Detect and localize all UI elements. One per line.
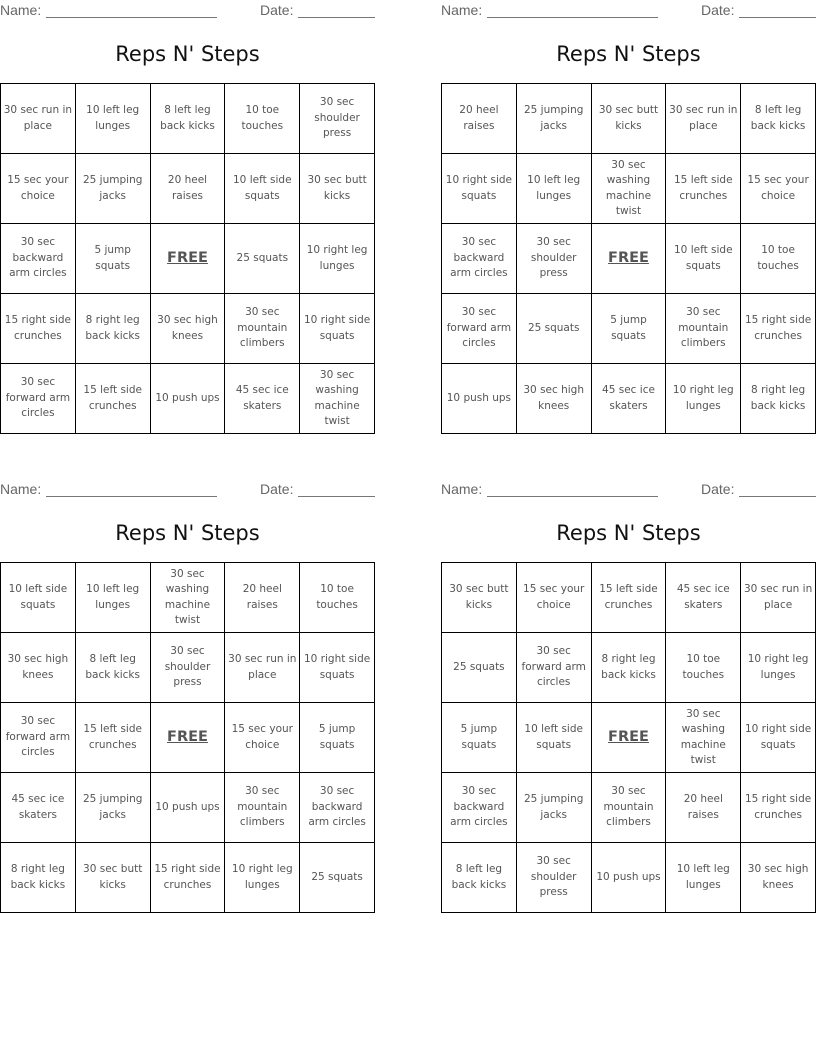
bingo-cell[interactable]: 8 left leg back kicks [76, 633, 151, 703]
bingo-cell[interactable]: 30 sec high knees [151, 294, 226, 364]
bingo-cell[interactable]: 10 left side squats [1, 563, 76, 633]
bingo-cell[interactable]: 20 heel raises [442, 84, 517, 154]
bingo-cell[interactable]: 15 right side crunches [1, 294, 76, 364]
date-label: Date: [260, 2, 294, 18]
bingo-cell[interactable]: 10 push ups [442, 364, 517, 434]
bingo-cell[interactable]: 30 sec washing machine twist [666, 703, 741, 773]
bingo-cell[interactable]: 25 jumping jacks [517, 773, 592, 843]
bingo-cell[interactable]: 10 right leg lunges [741, 633, 816, 703]
bingo-cell[interactable]: 10 left side squats [517, 703, 592, 773]
name-date-row [441, 0, 816, 22]
bingo-cell[interactable]: 25 jumping jacks [76, 154, 151, 224]
bingo-cell[interactable]: 15 right side crunches [151, 843, 226, 913]
bingo-grid [0, 83, 375, 434]
bingo-cell[interactable]: 25 squats [225, 224, 300, 294]
name-date-row [441, 479, 816, 501]
bingo-cell[interactable]: 15 left side crunches [592, 563, 667, 633]
bingo-cell[interactable]: 10 left leg lunges [76, 563, 151, 633]
name-blank-line[interactable] [46, 17, 217, 18]
bingo-cell[interactable]: 10 push ups [592, 843, 667, 913]
bingo-cell[interactable]: 30 sec shoulder press [517, 843, 592, 913]
bingo-cell[interactable]: 10 left leg lunges [666, 843, 741, 913]
bingo-cell[interactable]: 25 jumping jacks [76, 773, 151, 843]
bingo-cell[interactable]: 20 heel raises [151, 154, 226, 224]
bingo-cell[interactable]: 10 right side squats [300, 633, 375, 703]
date-blank-line[interactable] [739, 17, 816, 18]
bingo-cell[interactable]: 8 left leg back kicks [442, 843, 517, 913]
bingo-card [441, 479, 816, 899]
bingo-cell[interactable]: 30 sec run in place [225, 633, 300, 703]
bingo-cell[interactable]: 10 left side squats [225, 154, 300, 224]
bingo-cell[interactable]: 10 push ups [151, 773, 226, 843]
bingo-grid [441, 562, 816, 913]
bingo-cell[interactable]: 25 squats [517, 294, 592, 364]
bingo-cell[interactable]: 5 jump squats [76, 224, 151, 294]
bingo-cell[interactable]: 30 sec run in place [666, 84, 741, 154]
bingo-cell[interactable]: 30 sec mountain climbers [592, 773, 667, 843]
bingo-cell[interactable]: 8 right leg back kicks [592, 633, 667, 703]
bingo-cell[interactable]: 45 sec ice skaters [225, 364, 300, 434]
bingo-cell[interactable]: 10 right side squats [300, 294, 375, 364]
bingo-cell[interactable]: 30 sec shoulder press [300, 84, 375, 154]
bingo-cell[interactable]: 10 right leg lunges [225, 843, 300, 913]
bingo-cell[interactable]: 30 sec shoulder press [517, 224, 592, 294]
bingo-cell[interactable]: 45 sec ice skaters [666, 563, 741, 633]
bingo-cell[interactable]: 30 sec forward arm circles [1, 703, 76, 773]
name-label: Name: [0, 2, 42, 18]
bingo-cell[interactable]: 15 sec your choice [741, 154, 816, 224]
bingo-cell[interactable]: 30 sec mountain climbers [225, 294, 300, 364]
bingo-card [441, 0, 816, 412]
bingo-cell[interactable]: 20 heel raises [225, 563, 300, 633]
bingo-cell[interactable]: 25 squats [300, 843, 375, 913]
bingo-cell[interactable]: 15 sec your choice [225, 703, 300, 773]
bingo-cell[interactable]: 8 right leg back kicks [76, 294, 151, 364]
name-label: Name: [0, 481, 42, 497]
bingo-cell[interactable]: 30 sec washing machine twist [300, 364, 375, 434]
bingo-cell[interactable]: 45 sec ice skaters [592, 364, 667, 434]
bingo-cell[interactable]: 30 sec washing machine twist [592, 154, 667, 224]
bingo-cell[interactable]: 30 sec shoulder press [151, 633, 226, 703]
bingo-cell[interactable]: 20 heel raises [666, 773, 741, 843]
card-title: Reps N' Steps [115, 521, 260, 545]
bingo-cell[interactable]: 15 sec your choice [517, 563, 592, 633]
bingo-cell[interactable]: 30 sec butt kicks [300, 154, 375, 224]
name-date-row [0, 0, 375, 22]
card-title: Reps N' Steps [556, 42, 701, 66]
bingo-cell[interactable]: 10 right leg lunges [300, 224, 375, 294]
bingo-cell[interactable]: 10 toe touches [741, 224, 816, 294]
free-space-cell[interactable]: FREE [151, 224, 226, 294]
bingo-cell[interactable]: 25 jumping jacks [517, 84, 592, 154]
bingo-card [0, 479, 375, 891]
name-label: Name: [441, 2, 483, 18]
date-label: Date: [701, 2, 735, 18]
name-blank-line[interactable] [487, 17, 658, 18]
bingo-cell[interactable]: 30 sec high knees [741, 843, 816, 913]
bingo-cell[interactable]: 10 push ups [151, 364, 226, 434]
bingo-cell[interactable]: 30 sec butt kicks [442, 563, 517, 633]
bingo-cell[interactable]: 30 sec butt kicks [76, 843, 151, 913]
bingo-cell[interactable]: 10 left leg lunges [76, 84, 151, 154]
bingo-cell[interactable]: 30 sec forward arm circles [1, 364, 76, 434]
bingo-cell[interactable]: 5 jump squats [300, 703, 375, 773]
bingo-card [0, 0, 375, 427]
name-date-row [0, 479, 375, 501]
bingo-cell[interactable]: 30 sec high knees [517, 364, 592, 434]
bingo-cell[interactable]: 15 left side crunches [76, 703, 151, 773]
date-label: Date: [701, 481, 735, 497]
bingo-cell[interactable]: 25 squats [442, 633, 517, 703]
bingo-cell[interactable]: 45 sec ice skaters [1, 773, 76, 843]
bingo-cell[interactable]: 8 left leg back kicks [741, 84, 816, 154]
name-label: Name: [441, 481, 483, 497]
bingo-cell[interactable]: 15 sec your choice [1, 154, 76, 224]
bingo-cell[interactable]: 8 left leg back kicks [151, 84, 226, 154]
bingo-cell[interactable]: 15 right side crunches [741, 294, 816, 364]
bingo-cell[interactable]: 5 jump squats [442, 703, 517, 773]
bingo-cell[interactable]: 30 sec high knees [1, 633, 76, 703]
bingo-cell[interactable]: 10 toe touches [225, 84, 300, 154]
name-blank-line[interactable] [487, 496, 658, 497]
bingo-cell[interactable]: 30 sec backward arm circles [1, 224, 76, 294]
bingo-cell[interactable]: 30 sec forward arm circles [442, 294, 517, 364]
free-space-cell[interactable]: FREE [592, 224, 667, 294]
bingo-grid [0, 562, 375, 913]
bingo-cell[interactable]: 30 sec backward arm circles [442, 224, 517, 294]
bingo-grid [441, 83, 816, 434]
bingo-cell[interactable]: 10 toe touches [666, 633, 741, 703]
card-title: Reps N' Steps [556, 521, 701, 545]
name-blank-line[interactable] [46, 496, 217, 497]
bingo-cell[interactable]: 15 left side crunches [76, 364, 151, 434]
date-blank-line[interactable] [739, 496, 816, 497]
bingo-cell[interactable]: 10 right side squats [442, 154, 517, 224]
bingo-cell[interactable]: 30 sec backward arm circles [442, 773, 517, 843]
card-title: Reps N' Steps [115, 42, 260, 66]
bingo-cell[interactable]: 10 right leg lunges [666, 364, 741, 434]
bingo-cell[interactable]: 30 sec mountain climbers [225, 773, 300, 843]
date-label: Date: [260, 481, 294, 497]
bingo-cell[interactable]: 5 jump squats [592, 294, 667, 364]
date-blank-line[interactable] [298, 17, 375, 18]
bingo-cell[interactable]: 8 right leg back kicks [741, 364, 816, 434]
free-space-cell[interactable]: FREE [151, 703, 226, 773]
bingo-cell[interactable]: 15 right side crunches [741, 773, 816, 843]
bingo-cell[interactable]: 30 sec mountain climbers [666, 294, 741, 364]
free-space-cell[interactable]: FREE [592, 703, 667, 773]
bingo-cell[interactable]: 10 left leg lunges [517, 154, 592, 224]
bingo-cell[interactable]: 15 left side crunches [666, 154, 741, 224]
bingo-cell[interactable]: 8 right leg back kicks [1, 843, 76, 913]
date-blank-line[interactable] [298, 496, 375, 497]
bingo-cell[interactable]: 10 toe touches [300, 563, 375, 633]
bingo-cell[interactable]: 30 sec run in place [1, 84, 76, 154]
bingo-cell[interactable]: 10 left side squats [666, 224, 741, 294]
bingo-cell[interactable]: 30 sec backward arm circles [300, 773, 375, 843]
bingo-cell[interactable]: 30 sec forward arm circles [517, 633, 592, 703]
bingo-cell[interactable]: 30 sec butt kicks [592, 84, 667, 154]
bingo-cell[interactable]: 30 sec washing machine twist [151, 563, 226, 633]
bingo-cell[interactable]: 10 right side squats [741, 703, 816, 773]
bingo-cell[interactable]: 30 sec run in place [741, 563, 816, 633]
